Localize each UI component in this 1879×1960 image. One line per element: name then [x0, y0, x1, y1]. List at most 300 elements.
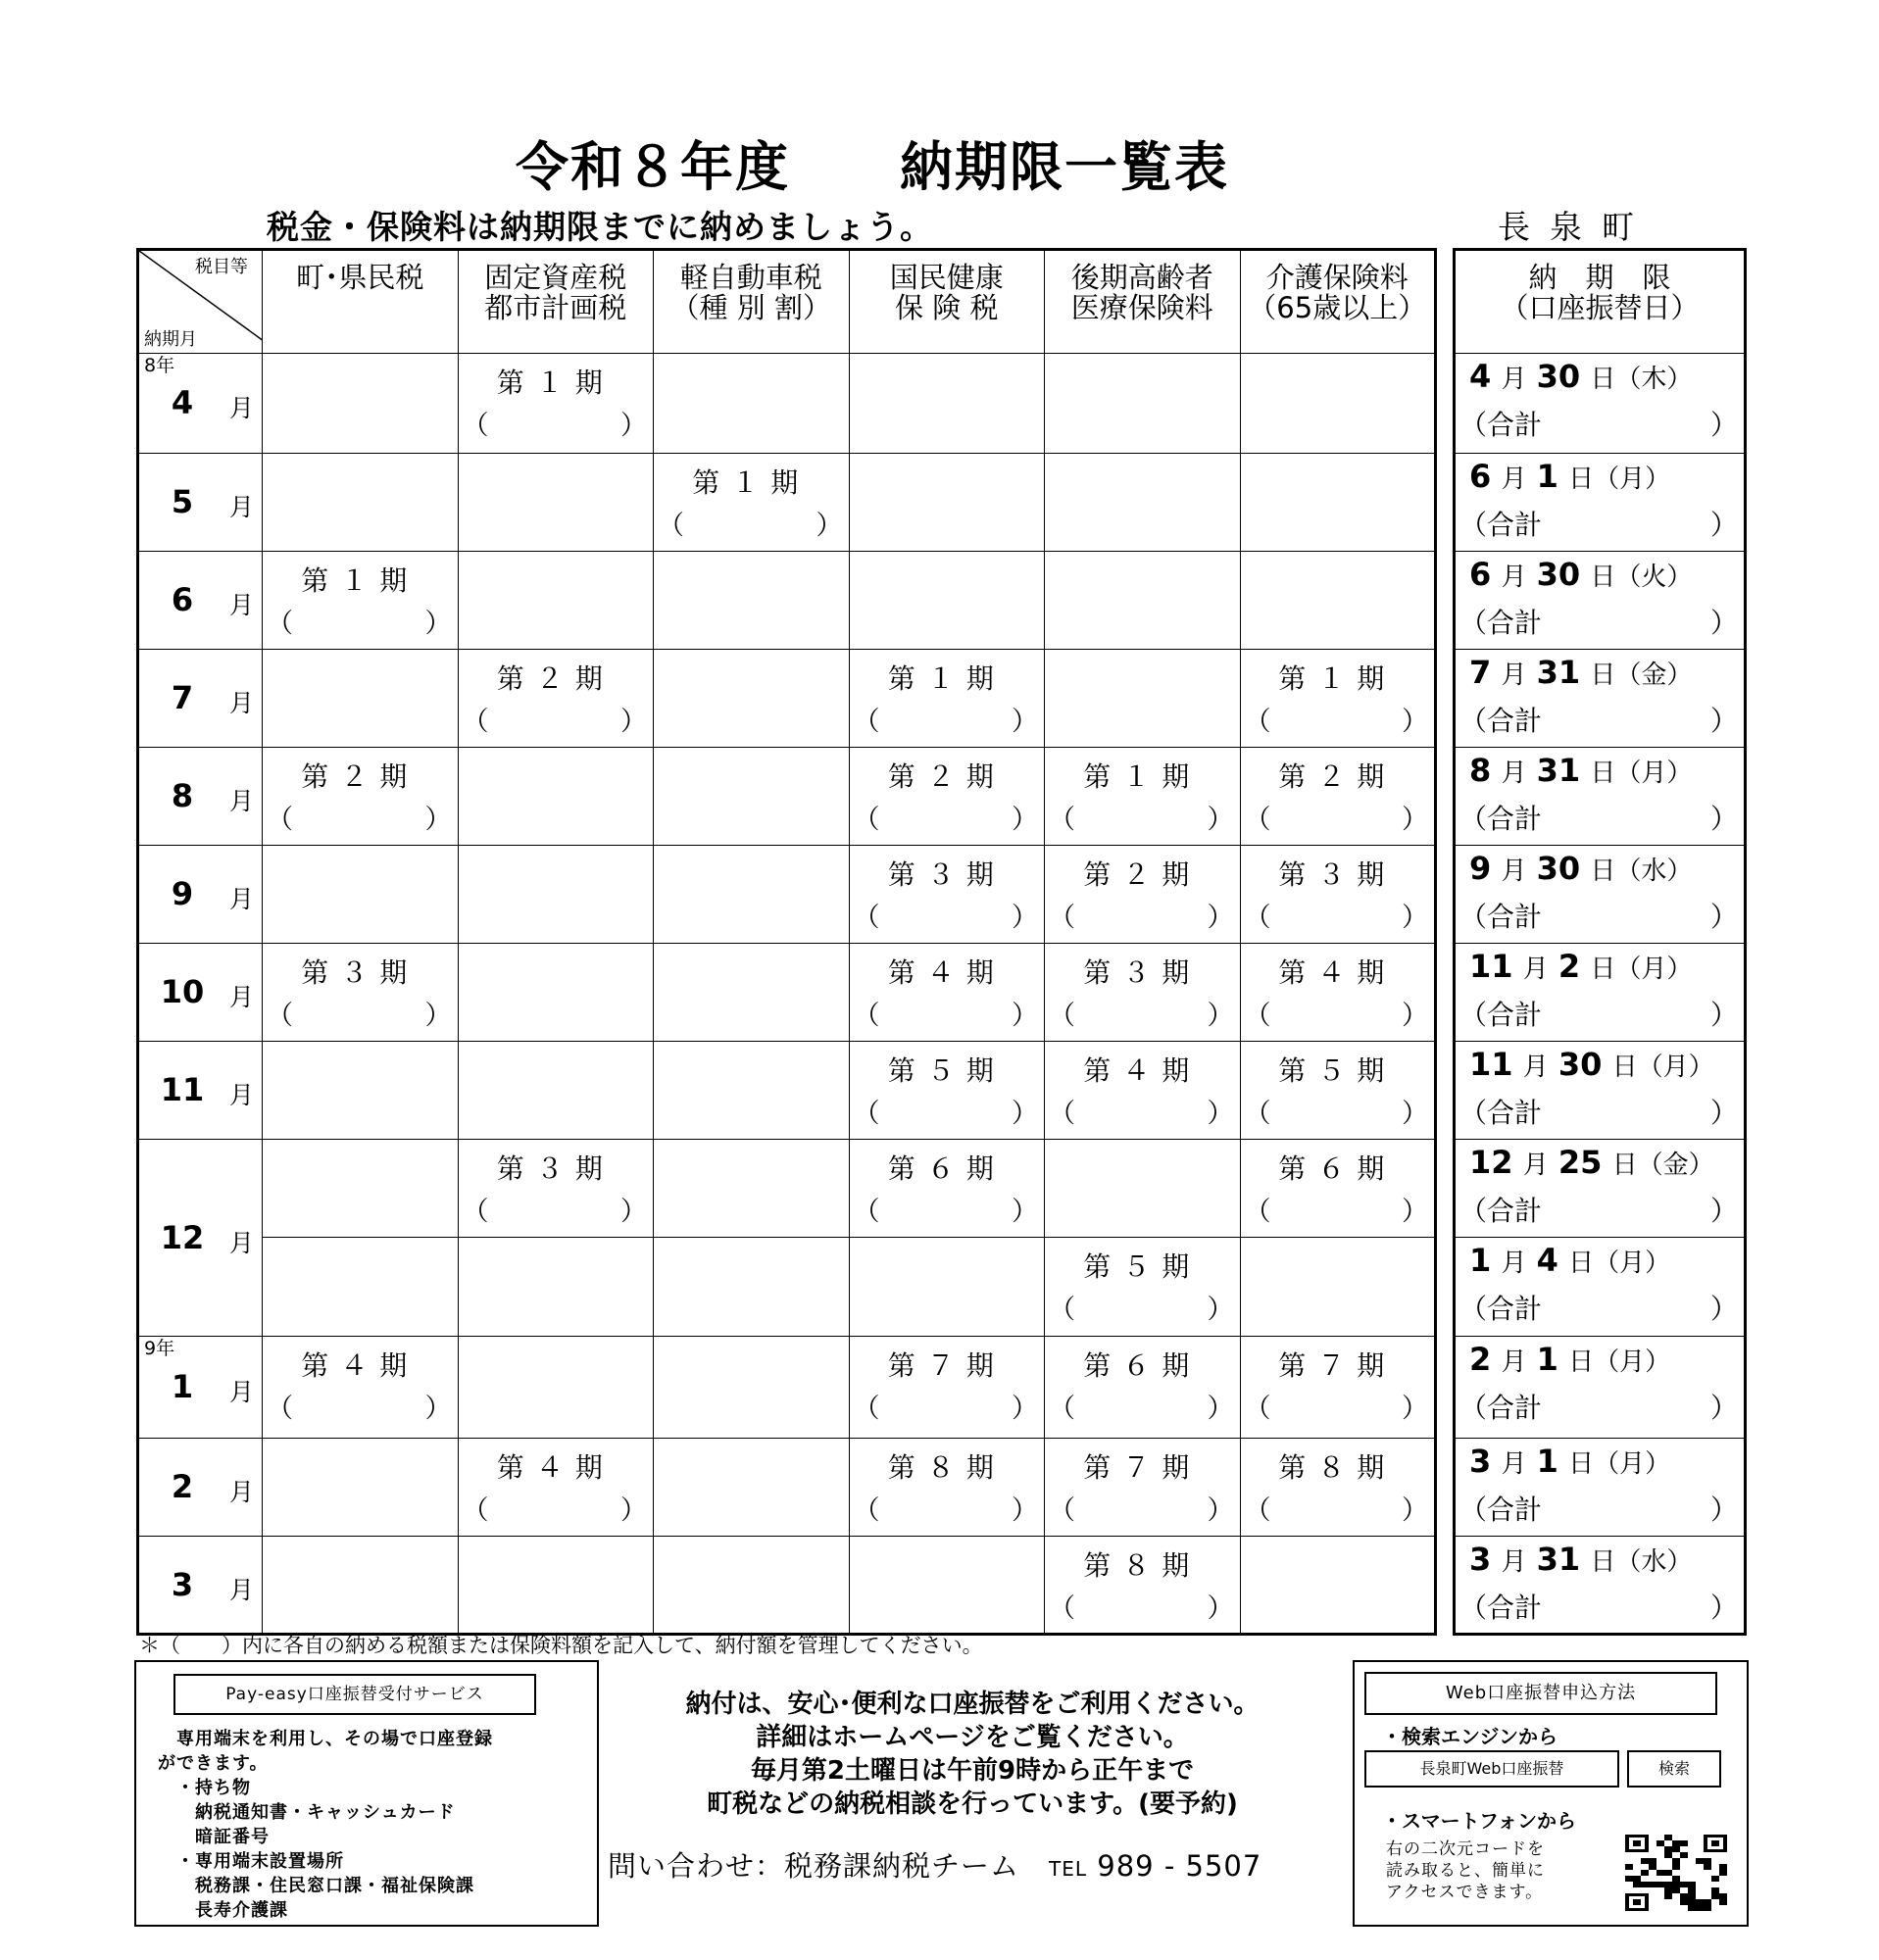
open-paren: （: [853, 805, 880, 835]
open-paren: （: [267, 1394, 293, 1424]
total-close-paren: ）: [1709, 1293, 1738, 1325]
fiscal-year-label: 9年: [144, 1338, 175, 1359]
period-label: 第４期: [1083, 1054, 1202, 1087]
due-weekday-open: （: [1594, 1449, 1620, 1479]
month-cell: [138, 1337, 263, 1439]
total-field[interactable]: [1459, 798, 1738, 837]
search-input: 長泉町Web口座振替: [1364, 1750, 1619, 1788]
total-label: （合計: [1459, 1293, 1543, 1325]
period-cell-nursing-care: [1240, 1238, 1436, 1337]
table-row: [138, 1238, 1436, 1337]
period-cell-health-insurance-tax: [849, 552, 1045, 650]
due-weekday-open: （: [1615, 661, 1642, 690]
due-month-unit: 月: [1501, 857, 1527, 886]
open-paren: （: [1244, 1197, 1271, 1227]
due-month-unit: 月: [1501, 1449, 1527, 1479]
month-cell: [138, 552, 263, 650]
period-cell-health-insurance-tax: [849, 1238, 1045, 1337]
total-field[interactable]: [1459, 404, 1738, 443]
search-engine-heading: ・検索エンジンから: [1382, 1725, 1558, 1748]
amount-field[interactable]: [854, 798, 1039, 836]
due-day: 2: [1558, 948, 1581, 985]
month-cell: [138, 354, 263, 454]
amount-field[interactable]: [1245, 1092, 1429, 1130]
period-cell-light-vehicle-tax: [654, 1042, 850, 1140]
due-date-cell: [1455, 748, 1746, 846]
period-cell-health-insurance-tax: [849, 748, 1045, 846]
open-paren: （: [1049, 903, 1075, 933]
period-cell-property-tax: [458, 1337, 654, 1439]
period-cell-health-insurance-tax: [849, 944, 1045, 1042]
total-label: （合計: [1459, 1195, 1543, 1227]
due-month: 9: [1469, 850, 1492, 887]
table-row: [138, 1140, 1436, 1238]
due-row: [1455, 354, 1746, 454]
due-weekday-open: （: [1615, 759, 1642, 788]
due-month: 12: [1469, 1144, 1513, 1181]
total-field[interactable]: [1459, 602, 1738, 641]
month-number: 6: [171, 581, 194, 618]
due-weekday-open: （: [1615, 563, 1642, 592]
period-cell-property-tax: [458, 1042, 654, 1140]
due-weekday-close: ）: [1666, 661, 1693, 690]
period-cell-health-insurance-tax: [849, 1439, 1045, 1537]
open-paren: （: [1244, 903, 1271, 933]
period-cell-resident-tax: [263, 354, 459, 454]
period-label: 第７期: [1083, 1451, 1202, 1484]
due-date-cell: [1455, 552, 1746, 650]
period-cell-health-insurance-tax: [849, 1140, 1045, 1238]
period-cell-resident-tax: [263, 748, 459, 846]
amount-field[interactable]: [854, 896, 1039, 934]
month-cell: [138, 454, 263, 552]
month-number: 7: [171, 679, 194, 716]
due-day-unit: 日: [1590, 661, 1616, 690]
period-cell-elderly-medical: [1045, 1140, 1241, 1238]
total-close-paren: ）: [1709, 999, 1738, 1031]
close-paren: ）: [1402, 707, 1428, 737]
due-month: 6: [1469, 458, 1492, 495]
period-cell-elderly-medical: [1045, 1238, 1241, 1337]
amount-field[interactable]: [1245, 700, 1429, 738]
table-row: [138, 1042, 1436, 1140]
period-cell-light-vehicle-tax: [654, 944, 850, 1042]
period-cell-resident-tax: [263, 1537, 459, 1635]
due-weekday-close: ）: [1666, 759, 1693, 788]
period-label: 第５期: [1278, 1054, 1397, 1087]
open-paren: （: [462, 1197, 489, 1227]
total-close-paren: ）: [1709, 901, 1738, 933]
close-paren: ）: [1402, 1394, 1428, 1424]
period-cell-resident-tax: [263, 944, 459, 1042]
amount-field[interactable]: [1245, 798, 1429, 836]
close-paren: ）: [1012, 903, 1038, 933]
period-cell-resident-tax: [263, 1238, 459, 1337]
total-field[interactable]: [1459, 1387, 1738, 1426]
period-cell-property-tax: [458, 944, 654, 1042]
header-row: [138, 250, 1436, 354]
period-label: 第１期: [1278, 662, 1397, 695]
period-label: 第８期: [887, 1451, 1006, 1484]
period-label: 第２期: [496, 662, 615, 695]
due-weekday-open: （: [1615, 1547, 1642, 1577]
table-row: [138, 1537, 1436, 1635]
total-close-paren: ）: [1709, 1097, 1738, 1129]
schedule-table: [136, 248, 1437, 1636]
period-cell-light-vehicle-tax: [654, 1337, 850, 1439]
period-cell-nursing-care: [1240, 454, 1436, 552]
due-day: 30: [1536, 556, 1581, 593]
period-label: 第５期: [887, 1054, 1006, 1087]
period-cell-elderly-medical: [1045, 1337, 1241, 1439]
open-paren: （: [462, 707, 489, 737]
total-close-paren: ）: [1709, 1494, 1738, 1526]
open-paren: （: [1049, 805, 1075, 835]
due-month: 7: [1469, 654, 1492, 691]
close-paren: ）: [1012, 707, 1038, 737]
open-paren: （: [1244, 1099, 1271, 1129]
total-field[interactable]: [1459, 896, 1738, 935]
month-unit: 月: [229, 1576, 255, 1604]
close-paren: ）: [424, 1001, 452, 1031]
open-paren: （: [853, 707, 880, 737]
due-day: 31: [1536, 654, 1581, 691]
total-close-paren: ）: [1709, 409, 1738, 441]
open-paren: （: [1244, 1001, 1271, 1031]
due-weekday-open: （: [1637, 1053, 1663, 1082]
amount-field[interactable]: [1049, 798, 1234, 836]
header-elderly-medical: 後期高齢者 医療保険料: [1045, 250, 1241, 354]
close-paren: ）: [1402, 1495, 1428, 1526]
subtitle: 税金・保険料は納期限までに納めましょう。: [267, 208, 933, 246]
due-weekday-close: ）: [1666, 1547, 1693, 1577]
open-paren: （: [1049, 1295, 1075, 1325]
due-weekday-close: ）: [1666, 857, 1693, 886]
period-label: 第１期: [1083, 760, 1202, 793]
period-cell-property-tax: [458, 552, 654, 650]
due-row: [1455, 552, 1746, 650]
month-unit: 月: [229, 787, 255, 815]
period-cell-elderly-medical: [1045, 1439, 1241, 1537]
due-row: [1455, 944, 1746, 1042]
period-label: 第６期: [1083, 1349, 1202, 1382]
period-label: 第１期: [692, 466, 811, 499]
due-day-unit: 日: [1590, 1547, 1616, 1577]
amount-field[interactable]: [1245, 1489, 1429, 1527]
total-field[interactable]: [1459, 1489, 1738, 1528]
total-close-paren: ）: [1709, 803, 1738, 835]
open-paren: （: [1244, 805, 1271, 835]
period-cell-nursing-care: [1240, 944, 1436, 1042]
month-unit: 月: [229, 1081, 255, 1109]
period-cell-nursing-care: [1240, 650, 1436, 748]
due-row: [1455, 1537, 1746, 1635]
open-paren: （: [853, 1197, 880, 1227]
amount-field[interactable]: [267, 994, 452, 1032]
month-unit: 月: [229, 1478, 255, 1506]
total-field[interactable]: [1459, 504, 1738, 543]
due-weekday: 火: [1641, 563, 1667, 592]
due-weekday-close: ）: [1666, 563, 1693, 592]
total-close-paren: ）: [1709, 1592, 1738, 1624]
period-cell-light-vehicle-tax: [654, 1439, 850, 1537]
month-number: 9: [171, 875, 194, 912]
amount-field[interactable]: [1049, 1587, 1234, 1625]
period-cell-nursing-care: [1240, 1042, 1436, 1140]
open-paren: （: [462, 411, 489, 441]
tel-number: 989 - 5507: [1097, 1849, 1262, 1883]
period-cell-property-tax: [458, 1439, 654, 1537]
amount-field[interactable]: [1245, 896, 1429, 934]
due-day: 1: [1536, 1443, 1558, 1480]
period-label: 第２期: [1083, 858, 1202, 891]
total-close-paren: ）: [1709, 509, 1738, 541]
due-month-unit: 月: [1501, 465, 1527, 494]
due-weekday: 月: [1619, 1348, 1646, 1377]
amount-field[interactable]: [267, 602, 452, 640]
month-unit: 月: [229, 1378, 255, 1406]
month-unit: 月: [229, 1228, 255, 1257]
due-weekday-close: ）: [1666, 365, 1693, 394]
amount-field[interactable]: [463, 1190, 648, 1228]
open-paren: （: [853, 1495, 880, 1526]
period-label: 第７期: [1278, 1349, 1397, 1382]
period-cell-nursing-care: [1240, 1439, 1436, 1537]
period-label: 第２期: [1278, 760, 1397, 793]
header-nursing-care: 介護保険料 （65歳以上）: [1240, 250, 1436, 354]
month-cell: [138, 1042, 263, 1140]
amount-field[interactable]: [463, 700, 648, 738]
table-row: [138, 650, 1436, 748]
due-weekday: 月: [1619, 1449, 1646, 1479]
due-date-cell: [1455, 1042, 1746, 1140]
due-header-row: [1455, 250, 1746, 354]
period-cell-property-tax: [458, 1537, 654, 1635]
table-row: [138, 354, 1436, 454]
close-paren: ）: [424, 1394, 452, 1424]
open-paren: （: [1244, 707, 1271, 737]
due-month: 3: [1469, 1541, 1492, 1578]
due-month-unit: 月: [1522, 955, 1549, 984]
amount-field[interactable]: [1245, 1190, 1429, 1228]
period-label: 第３期: [887, 858, 1006, 891]
total-field[interactable]: [1459, 1288, 1738, 1327]
amount-field[interactable]: [1049, 994, 1234, 1032]
month-unit: 月: [229, 983, 255, 1011]
due-row: [1455, 1439, 1746, 1537]
due-weekday: 月: [1662, 1053, 1689, 1082]
total-label: （合計: [1459, 607, 1543, 639]
open-paren: （: [853, 1001, 880, 1031]
amount-field[interactable]: [854, 994, 1039, 1032]
payeasy-text: 専用端末を利用し、その場で口座登録 ができます。 ・持ち物 納税通知書・キャッシュカード 暗証番号 ・専用端末設置場所 税務課・住民窓口課・福祉保険課 長寿介護課: [158, 1729, 493, 1921]
amount-field[interactable]: [854, 1387, 1039, 1425]
period-cell-elderly-medical: [1045, 552, 1241, 650]
amount-field[interactable]: [1049, 1288, 1234, 1326]
due-month-unit: 月: [1501, 661, 1527, 690]
total-field[interactable]: [1459, 700, 1738, 739]
close-paren: ）: [1402, 1197, 1428, 1227]
period-cell-health-insurance-tax: [849, 1337, 1045, 1439]
total-label: （合計: [1459, 901, 1543, 933]
month-cell: [138, 1537, 263, 1635]
due-month-unit: 月: [1501, 1348, 1527, 1377]
web-transfer-box: [1353, 1660, 1749, 1927]
total-close-paren: ）: [1709, 705, 1738, 737]
period-cell-resident-tax: [263, 1337, 459, 1439]
amount-field[interactable]: [854, 1190, 1039, 1228]
due-weekday-open: （: [1637, 1151, 1663, 1180]
period-cell-health-insurance-tax: [849, 1042, 1045, 1140]
due-month-unit: 月: [1522, 1151, 1549, 1180]
total-field[interactable]: [1459, 1190, 1738, 1229]
period-label: 第７期: [887, 1349, 1006, 1382]
amount-field[interactable]: [1245, 994, 1429, 1032]
total-label: （合計: [1459, 1392, 1543, 1424]
period-cell-nursing-care: [1240, 1337, 1436, 1439]
due-row: [1455, 1042, 1746, 1140]
amount-field[interactable]: [1049, 896, 1234, 934]
due-weekday: 水: [1641, 857, 1667, 886]
total-field[interactable]: [1459, 1587, 1738, 1626]
month-cell: [138, 944, 263, 1042]
due-month: 3: [1469, 1443, 1492, 1480]
due-weekday: 月: [1641, 759, 1667, 788]
due-weekday-open: （: [1615, 955, 1642, 984]
open-paren: （: [1049, 1593, 1075, 1624]
total-label: （合計: [1459, 509, 1543, 541]
period-cell-resident-tax: [263, 454, 459, 552]
open-paren: （: [853, 1099, 880, 1129]
corner-top-label: 税目等: [195, 257, 248, 277]
table-row: [138, 944, 1436, 1042]
amount-field[interactable]: [463, 404, 648, 442]
due-weekday-close: ）: [1645, 1348, 1671, 1377]
due-date-cell: [1455, 1439, 1746, 1537]
close-paren: ）: [1207, 903, 1234, 933]
due-weekday-close: ）: [1666, 955, 1693, 984]
corner-cell: [138, 250, 263, 354]
period-cell-light-vehicle-tax: [654, 846, 850, 944]
amount-field[interactable]: [1049, 1387, 1234, 1425]
amount-field[interactable]: [854, 1489, 1039, 1527]
due-day: 30: [1536, 850, 1581, 887]
due-weekday: 月: [1641, 955, 1667, 984]
due-month-unit: 月: [1501, 759, 1527, 788]
header-health-insurance-tax: 国民健康 保 険 税: [849, 250, 1045, 354]
due-month-unit: 月: [1501, 563, 1527, 592]
amount-field[interactable]: [267, 798, 452, 836]
period-cell-nursing-care: [1240, 552, 1436, 650]
period-cell-resident-tax: [263, 552, 459, 650]
month-number: 8: [171, 777, 194, 814]
period-cell-light-vehicle-tax: [654, 552, 850, 650]
fiscal-year-label: 8年: [144, 355, 175, 376]
table-row: [138, 846, 1436, 944]
total-field[interactable]: [1459, 1092, 1738, 1131]
amount-field[interactable]: [854, 700, 1039, 738]
open-paren: （: [1244, 1394, 1271, 1424]
town-name: 長泉町: [1498, 208, 1654, 246]
period-cell-light-vehicle-tax: [654, 1140, 850, 1238]
due-weekday-open: （: [1594, 1348, 1620, 1377]
due-day-unit: 日: [1611, 1053, 1638, 1082]
period-cell-resident-tax: [263, 846, 459, 944]
period-label: 第１期: [887, 662, 1006, 695]
amount-field[interactable]: [1049, 1489, 1234, 1527]
due-weekday-close: ）: [1645, 1249, 1671, 1278]
month-number: 2: [171, 1468, 194, 1505]
corner-bottom-label: 納期月: [144, 329, 197, 350]
due-day-unit: 日: [1590, 759, 1616, 788]
period-cell-health-insurance-tax: [849, 454, 1045, 552]
page-title: 令和８年度 納期限一覧表: [516, 136, 1229, 198]
month-cell: [138, 1140, 263, 1337]
amount-field[interactable]: [658, 504, 843, 542]
period-cell-elderly-medical: [1045, 454, 1241, 552]
due-weekday-open: （: [1594, 1249, 1620, 1278]
close-paren: ）: [1207, 1099, 1234, 1129]
period-label: 第６期: [1278, 1152, 1397, 1185]
header-due-date: 納 期 限 （口座振替日）: [1455, 250, 1746, 354]
total-field[interactable]: [1459, 994, 1738, 1033]
due-weekday-close: ）: [1645, 465, 1671, 494]
month-cell: [138, 650, 263, 748]
total-close-paren: ）: [1709, 1392, 1738, 1424]
close-paren: ）: [816, 511, 843, 541]
period-label: 第３期: [301, 956, 420, 989]
month-unit: 月: [229, 885, 255, 913]
due-weekday-open: （: [1594, 465, 1620, 494]
amount-field[interactable]: [854, 1092, 1039, 1130]
amount-field[interactable]: [463, 1489, 648, 1527]
period-cell-health-insurance-tax: [849, 1537, 1045, 1635]
due-weekday-close: ）: [1645, 1449, 1671, 1479]
due-date-table-body: [1455, 250, 1746, 1635]
header-property-tax: 固定資産税 都市計画税: [458, 250, 654, 354]
amount-field[interactable]: [1245, 1387, 1429, 1425]
due-month: 2: [1469, 1341, 1492, 1378]
amount-field[interactable]: [1049, 1092, 1234, 1130]
close-paren: ）: [1012, 805, 1038, 835]
due-day: 31: [1536, 752, 1581, 789]
month-number: 10: [160, 973, 205, 1010]
period-cell-property-tax: [458, 748, 654, 846]
close-paren: ）: [1012, 1099, 1038, 1129]
table-row: [138, 748, 1436, 846]
amount-field[interactable]: [267, 1387, 452, 1425]
period-cell-resident-tax: [263, 650, 459, 748]
open-paren: （: [853, 903, 880, 933]
period-label: 第２期: [887, 760, 1006, 793]
close-paren: ）: [1012, 1001, 1038, 1031]
due-date-cell: [1455, 1238, 1746, 1337]
period-cell-nursing-care: [1240, 748, 1436, 846]
due-date-cell: [1455, 1140, 1746, 1238]
payeasy-box: [134, 1660, 599, 1927]
period-cell-health-insurance-tax: [849, 846, 1045, 944]
due-day-unit: 日: [1590, 955, 1616, 984]
open-paren: （: [1049, 1394, 1075, 1424]
close-paren: ）: [424, 609, 452, 639]
period-cell-light-vehicle-tax: [654, 748, 850, 846]
web-transfer-label: Web口座振替申込方法: [1364, 1672, 1717, 1715]
month-number: 3: [171, 1566, 194, 1603]
due-month-unit: 月: [1501, 1547, 1527, 1577]
due-row: [1455, 1337, 1746, 1439]
period-label: 第４期: [1278, 956, 1397, 989]
total-label: （合計: [1459, 803, 1543, 835]
